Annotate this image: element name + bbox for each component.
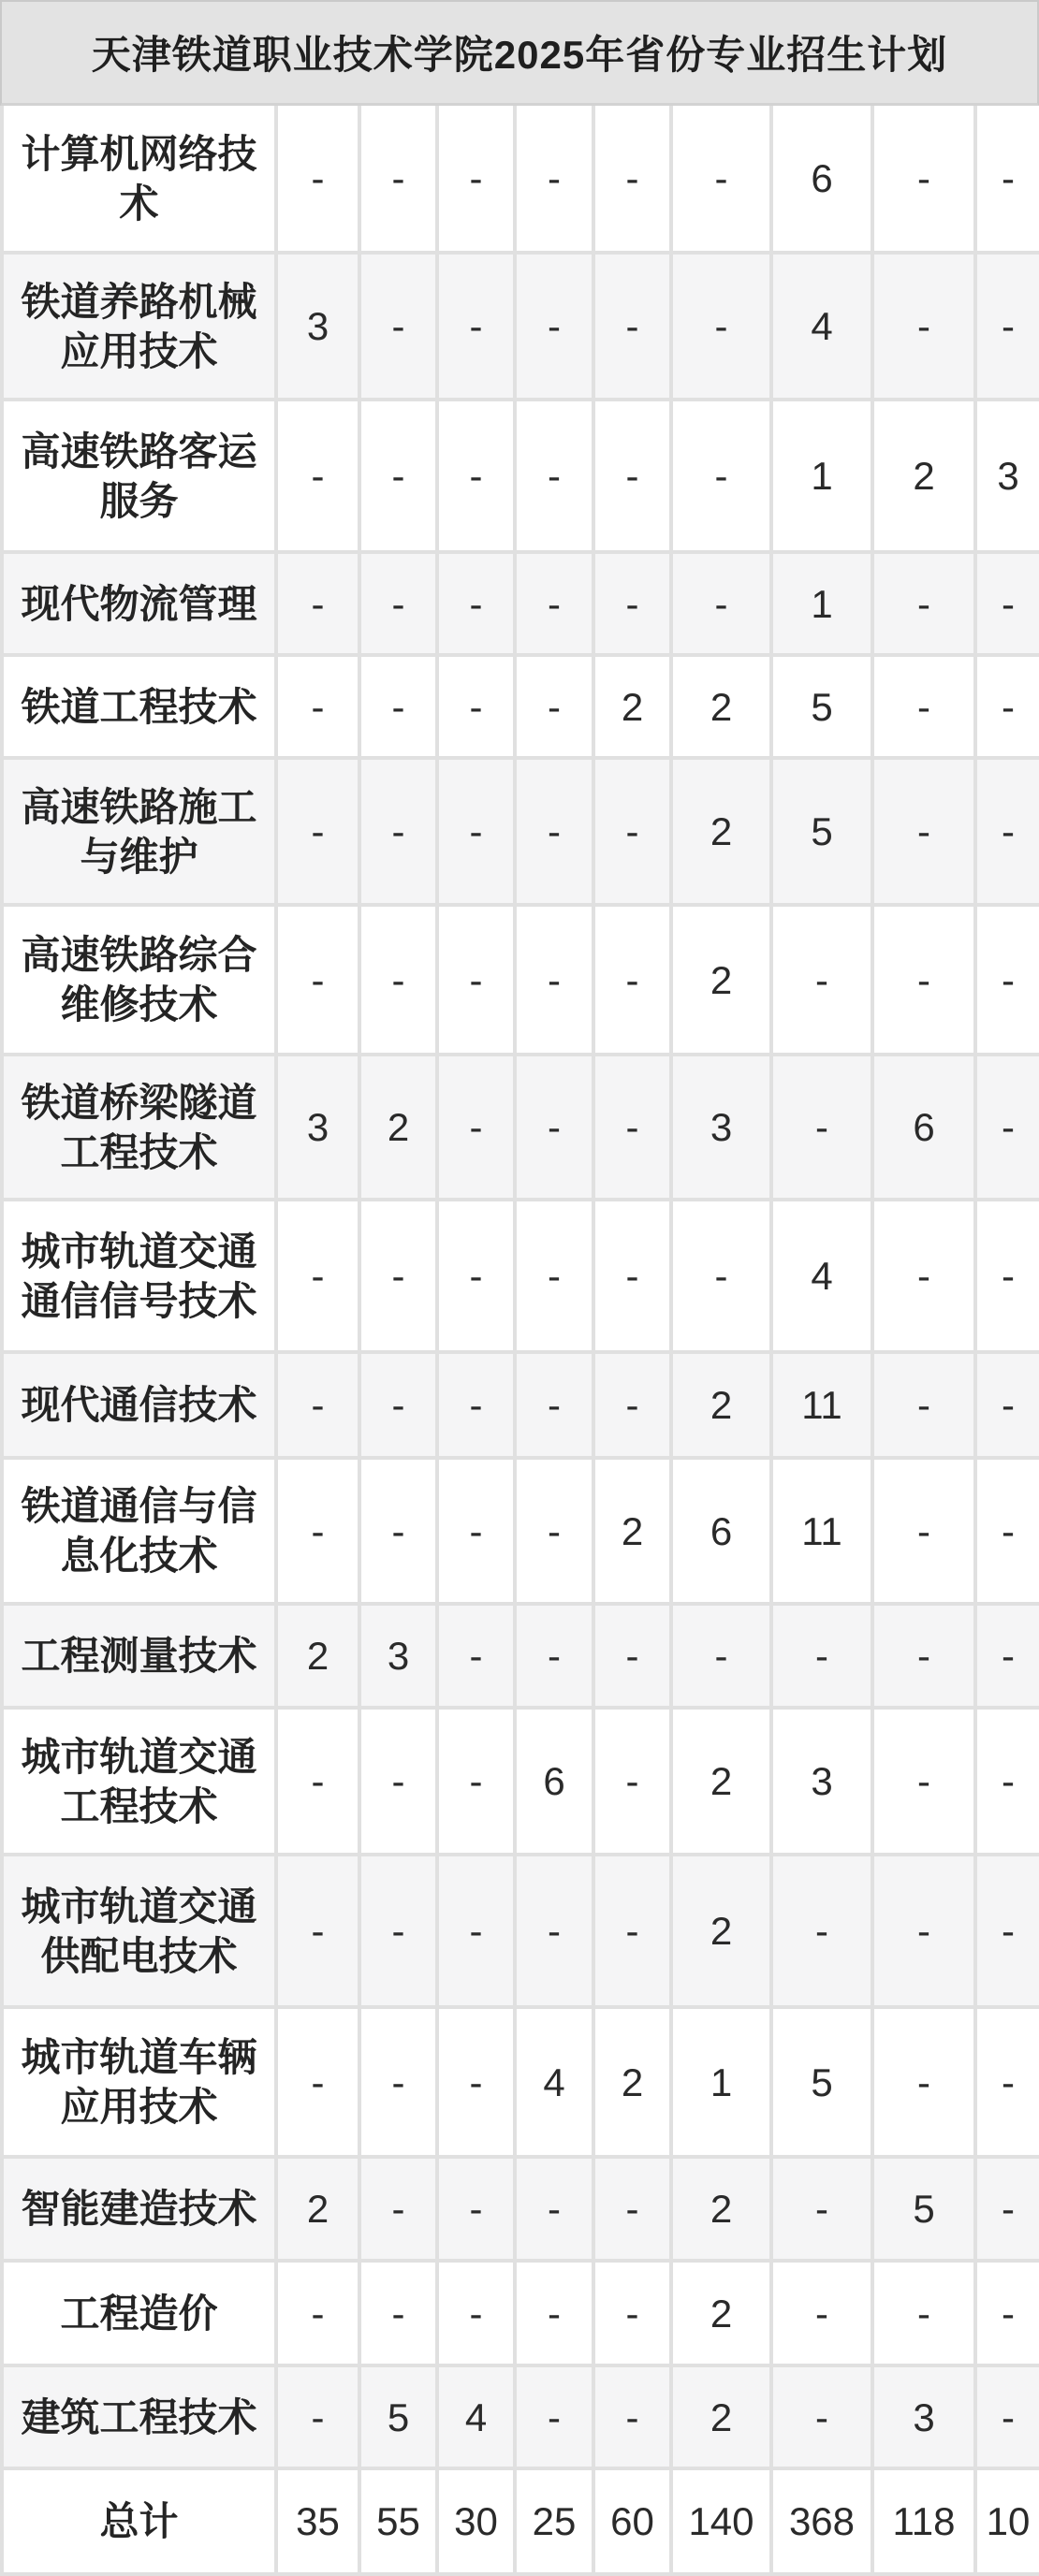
plan-count-cell: - [975,2157,1039,2261]
major-name-cell: 建筑工程技术 [2,2365,276,2468]
plan-count-cell: 3 [671,1055,771,1200]
plan-count-cell: - [359,400,437,552]
plan-count-cell: - [515,1055,593,1200]
major-name-cell: 铁道养路机械应用技术 [2,253,276,400]
plan-count-cell: - [437,400,515,552]
plan-count-cell: 2 [671,758,771,905]
plan-count-cell: 11 [771,1458,872,1604]
plan-count-cell: - [359,2007,437,2157]
major-name-cell: 工程测量技术 [2,1604,276,1708]
plan-count-cell: - [515,2261,593,2365]
plan-count-cell: 2 [276,1604,359,1708]
plan-count-cell: - [872,106,975,253]
plan-count-cell: - [515,2365,593,2468]
plan-count-cell: 3 [276,253,359,400]
plan-count-cell: - [872,1708,975,1855]
table-row [2,253,1039,400]
plan-count-cell: - [276,2261,359,2365]
table-row [2,2007,1039,2157]
plan-count-cell: - [593,1055,671,1200]
plan-count-cell: 2 [671,2261,771,2365]
plan-count-cell: 2 [671,1352,771,1458]
major-name-cell: 铁道工程技术 [2,655,276,758]
plan-count-cell: - [276,655,359,758]
plan-count-cell: 60 [593,2468,671,2574]
plan-count-cell: - [671,1200,771,1352]
plan-count-cell: - [975,905,1039,1055]
table-row [2,1200,1039,1352]
table-row [2,905,1039,1055]
plan-count-cell: - [593,1708,671,1855]
plan-count-cell: - [671,253,771,400]
plan-count-cell: 1 [771,552,872,655]
plan-count-cell: - [771,1855,872,2007]
plan-count-cell: - [593,1855,671,2007]
major-name-cell: 铁道通信与信息化技术 [2,1458,276,1604]
table-row [2,1708,1039,1855]
plan-count-cell: - [515,905,593,1055]
plan-count-cell: 5 [771,655,872,758]
table-row [2,2157,1039,2261]
plan-count-cell: - [276,1458,359,1604]
plan-count-cell: - [593,1352,671,1458]
plan-count-cell: - [359,552,437,655]
plan-count-cell: - [276,2365,359,2468]
plan-count-cell: 30 [437,2468,515,2574]
plan-count-cell: 1 [771,400,872,552]
plan-count-cell: - [593,400,671,552]
plan-count-cell: - [437,106,515,253]
plan-count-cell: - [975,2365,1039,2468]
plan-count-cell: - [975,2261,1039,2365]
plan-count-cell: - [771,2365,872,2468]
plan-count-cell: - [515,1855,593,2007]
plan-count-cell: - [872,758,975,905]
plan-count-cell: 35 [276,2468,359,2574]
plan-count-cell: 3 [771,1708,872,1855]
plan-count-cell: - [359,253,437,400]
plan-count-cell: - [975,106,1039,253]
plan-count-cell: - [771,2261,872,2365]
plan-count-cell: - [593,2157,671,2261]
plan-count-cell: - [771,1604,872,1708]
plan-count-cell: 5 [359,2365,437,2468]
plan-count-cell: 3 [872,2365,975,2468]
plan-count-cell: 6 [515,1708,593,1855]
plan-count-cell: - [437,905,515,1055]
table-title: 天津铁道职业技术学院2025年省份专业招生计划 [0,0,1039,106]
plan-count-cell: - [593,106,671,253]
plan-count-cell: - [515,758,593,905]
table-row [2,2365,1039,2468]
plan-count-cell: 2 [671,2157,771,2261]
plan-count-cell: - [437,2157,515,2261]
plan-count-cell: - [872,905,975,1055]
plan-count-cell: - [276,2007,359,2157]
plan-count-cell: 118 [872,2468,975,2574]
plan-count-cell: - [975,1352,1039,1458]
major-name-cell: 工程造价 [2,2261,276,2365]
plan-count-cell: - [771,2157,872,2261]
plan-count-cell: 4 [437,2365,515,2468]
plan-count-cell: - [771,905,872,1055]
major-name-cell: 城市轨道交通通信信号技术 [2,1200,276,1352]
plan-count-cell: - [671,400,771,552]
plan-count-cell: - [276,758,359,905]
plan-count-cell: - [515,1458,593,1604]
plan-count-cell: 2 [671,1708,771,1855]
table-row [2,2261,1039,2365]
plan-count-cell: - [515,552,593,655]
plan-count-cell: - [872,552,975,655]
plan-count-cell: - [872,1604,975,1708]
plan-count-cell: - [872,1458,975,1604]
major-name-cell: 现代物流管理 [2,552,276,655]
plan-count-cell: - [872,2007,975,2157]
plan-count-cell: - [872,1200,975,1352]
plan-count-cell: - [276,1200,359,1352]
plan-count-cell: 55 [359,2468,437,2574]
plan-count-cell: - [593,2261,671,2365]
plan-count-cell: 6 [872,1055,975,1200]
plan-count-cell: - [593,2365,671,2468]
major-name-cell: 高速铁路客运服务 [2,400,276,552]
plan-count-cell: - [975,655,1039,758]
table-row [2,1352,1039,1458]
plan-count-cell: 2 [671,905,771,1055]
major-name-cell: 城市轨道车辆应用技术 [2,2007,276,2157]
plan-count-cell: - [771,1055,872,1200]
plan-count-cell: - [359,758,437,905]
major-name-cell: 现代通信技术 [2,1352,276,1458]
plan-count-cell: 5 [771,758,872,905]
plan-count-cell: - [593,758,671,905]
plan-count-cell: - [276,1855,359,2007]
plan-count-cell: 368 [771,2468,872,2574]
plan-count-cell: 11 [771,1352,872,1458]
table-row [2,106,1039,253]
major-name-cell: 高速铁路施工与维护 [2,758,276,905]
plan-count-cell: 3 [276,1055,359,1200]
table-row [2,1458,1039,1604]
plan-count-cell: - [515,1604,593,1708]
plan-count-cell: - [593,1604,671,1708]
plan-count-cell: 4 [515,2007,593,2157]
plan-count-cell: - [276,905,359,1055]
plan-count-cell: - [515,400,593,552]
plan-count-cell: - [515,1200,593,1352]
plan-count-cell: - [975,1458,1039,1604]
table-row [2,1855,1039,2007]
plan-count-cell: - [975,1708,1039,1855]
plan-count-cell: - [515,655,593,758]
plan-count-cell: - [515,2157,593,2261]
plan-count-cell: 2 [671,2365,771,2468]
table-row [2,1055,1039,1200]
plan-count-cell: - [437,552,515,655]
plan-count-cell: - [975,1855,1039,2007]
major-name-cell: 城市轨道交通供配电技术 [2,1855,276,2007]
plan-count-cell: - [437,1708,515,1855]
plan-count-cell: - [276,106,359,253]
plan-count-cell: 2 [593,1458,671,1604]
plan-count-cell: - [437,253,515,400]
plan-count-cell: 4 [771,253,872,400]
plan-count-cell: 5 [771,2007,872,2157]
plan-count-cell: - [515,253,593,400]
plan-count-cell: - [437,1604,515,1708]
plan-count-cell: 2 [276,2157,359,2261]
major-name-cell: 智能建造技术 [2,2157,276,2261]
plan-count-cell: - [593,905,671,1055]
plan-count-cell: - [437,1055,515,1200]
plan-count-cell: - [276,400,359,552]
major-name-cell: 高速铁路综合维修技术 [2,905,276,1055]
plan-count-cell: - [437,1352,515,1458]
plan-count-cell: - [437,758,515,905]
plan-count-cell: - [872,253,975,400]
plan-count-cell: - [515,1352,593,1458]
enrollment-table [0,106,1039,2576]
plan-count-cell: - [975,1200,1039,1352]
plan-count-cell: 3 [975,400,1039,552]
plan-count-cell: - [975,2007,1039,2157]
plan-count-cell: - [359,1708,437,1855]
plan-count-cell: 2 [593,655,671,758]
plan-count-cell: - [276,1352,359,1458]
plan-count-cell: - [975,253,1039,400]
major-name-cell: 铁道桥梁隧道工程技术 [2,1055,276,1200]
plan-count-cell: - [975,758,1039,905]
enrollment-table-body [2,106,1039,2574]
plan-count-cell: - [593,552,671,655]
plan-count-cell: - [437,1458,515,1604]
plan-count-cell: - [276,1708,359,1855]
plan-count-cell: 6 [671,1458,771,1604]
plan-count-cell: - [671,552,771,655]
plan-count-cell: - [359,1200,437,1352]
plan-count-cell: - [359,2157,437,2261]
plan-count-cell: - [975,552,1039,655]
plan-count-cell: - [437,2261,515,2365]
table-row [2,552,1039,655]
plan-count-cell: - [872,655,975,758]
plan-count-cell: 140 [671,2468,771,2574]
plan-count-cell: - [593,1200,671,1352]
plan-count-cell: - [975,1055,1039,1200]
major-name-cell: 总计 [2,2468,276,2574]
table-row [2,758,1039,905]
plan-count-cell: 2 [359,1055,437,1200]
plan-count-cell: - [515,106,593,253]
major-name-cell: 计算机网络技术 [2,106,276,253]
plan-count-cell: - [437,655,515,758]
table-row [2,1604,1039,1708]
plan-count-cell: - [671,106,771,253]
plan-count-cell: - [359,106,437,253]
plan-count-cell: - [872,2261,975,2365]
plan-count-cell: 3 [359,1604,437,1708]
plan-count-cell: - [437,1200,515,1352]
table-row [2,2468,1039,2574]
plan-count-cell: 25 [515,2468,593,2574]
table-row [2,655,1039,758]
plan-count-cell: - [276,552,359,655]
plan-count-cell: 2 [593,2007,671,2157]
plan-count-cell: - [437,1855,515,2007]
table-row [2,400,1039,552]
plan-count-cell: - [437,2007,515,2157]
plan-count-cell: 10 [975,2468,1039,2574]
plan-count-cell: - [671,1604,771,1708]
plan-count-cell: - [359,1855,437,2007]
plan-count-cell: - [975,1604,1039,1708]
plan-count-cell: 6 [771,106,872,253]
plan-count-cell: - [359,905,437,1055]
plan-count-cell: 5 [872,2157,975,2261]
plan-count-cell: 2 [671,1855,771,2007]
plan-count-cell: - [359,1458,437,1604]
plan-count-cell: - [359,2261,437,2365]
plan-count-cell: 2 [671,655,771,758]
plan-count-cell: - [593,253,671,400]
plan-count-cell: - [359,1352,437,1458]
plan-count-cell: 1 [671,2007,771,2157]
plan-count-cell: - [872,1352,975,1458]
plan-count-cell: 2 [872,400,975,552]
plan-count-cell: - [872,1855,975,2007]
major-name-cell: 城市轨道交通工程技术 [2,1708,276,1855]
plan-count-cell: - [359,655,437,758]
plan-count-cell: 4 [771,1200,872,1352]
